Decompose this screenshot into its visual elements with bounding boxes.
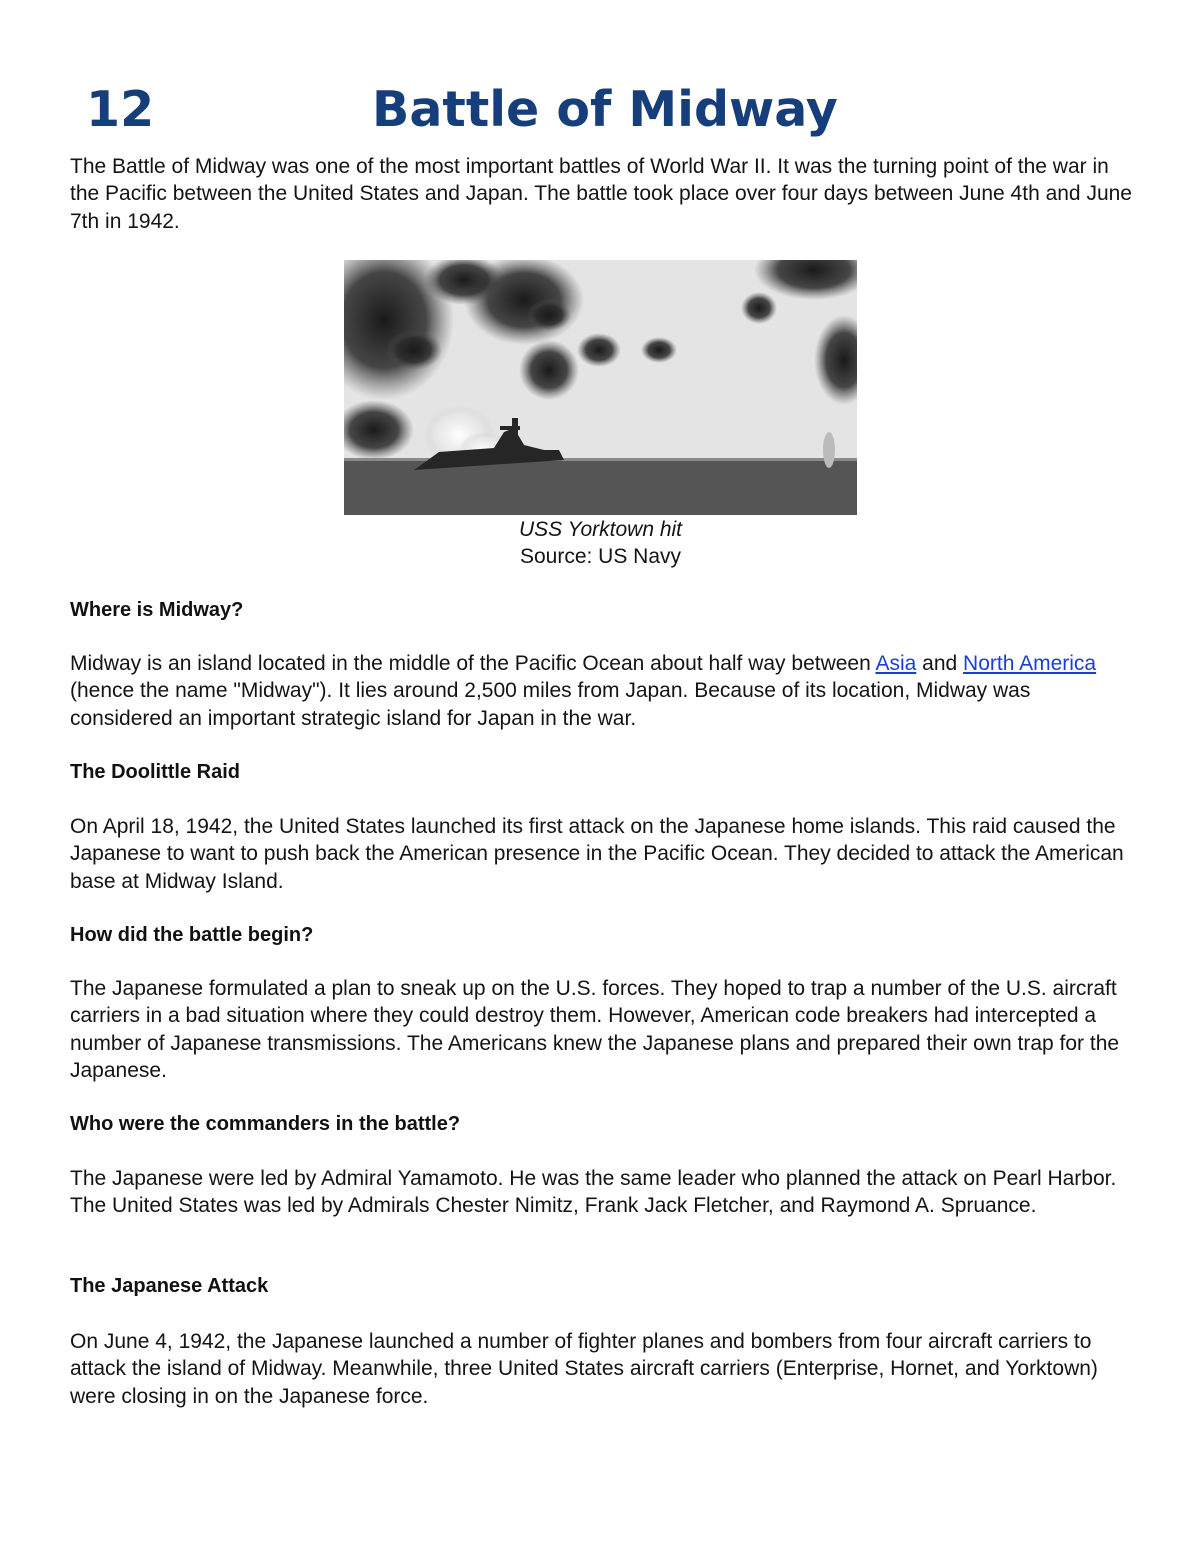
doolittle-paragraph: On April 18, 1942, the United States launched its first attack on the Japanese home islands. This raid caused the Japanese to want to push back the American presence in the Pacific Ocean. They decided to attack the American base at Midway Island. xyxy=(70,815,1124,893)
where-text-b: and xyxy=(916,652,964,675)
yorktown-photo xyxy=(344,260,857,515)
where-text-c: (hence the name "Midway"). It lies around 2,500 miles from Japan. Because of its location, Midway was considered an important strategic island for Japan in the war. xyxy=(70,679,1031,730)
heading-japanese-attack: The Japanese Attack xyxy=(70,1275,269,1297)
asia-link[interactable]: Asia xyxy=(875,652,917,675)
heading-commanders: Who were the commanders in the battle? xyxy=(70,1113,461,1135)
where-text-a: Midway is an island located in the middle of the Pacific Ocean about half way between xyxy=(70,652,876,675)
figure-caption: USS Yorktown hit xyxy=(518,518,683,541)
begin-paragraph: The Japanese formulated a plan to sneak up on the U.S. forces. They hoped to trap a number of the U.S. aircraft carriers in a bad situation where they could destroy them. However, American code breakers had intercepted a number of Japanese transmissions. The Americans knew the Japanese plans and prepared their own trap for the Japanese. xyxy=(70,977,1120,1082)
chapter-number: 12 xyxy=(86,81,155,138)
where-paragraph xyxy=(70,650,1135,732)
intro-paragraph: The Battle of Midway was one of the most important battles of World War II. It was the turning point of the war in the Pacific between the United States and Japan. The battle took place over four days between June 4th and June 7th in 1942. xyxy=(70,155,1132,233)
north-america-link[interactable]: North America xyxy=(963,652,1097,675)
heading-battle-begin: How did the battle begin? xyxy=(70,924,314,946)
heading-where-is-midway: Where is Midway? xyxy=(70,599,244,621)
attack-paragraph: On June 4, 1942, the Japanese launched a number of fighter planes and bombers from four aircraft carriers to attack the island of Midway. Meanwhile, three United States aircraft carriers (Enterprise, Hornet, and Yorktown) were closing in on the Japanese force. xyxy=(70,1330,1098,1408)
photo-illustration xyxy=(344,260,857,515)
title-text: Battle of Midway xyxy=(372,81,838,138)
page-title xyxy=(86,78,1086,142)
heading-doolittle-raid: The Doolittle Raid xyxy=(70,761,240,783)
commanders-paragraph: The Japanese were led by Admiral Yamamoto. He was the same leader who planned the attack on Pearl Harbor. The United States was led by Admirals Chester Nimitz, Frank Jack Fletcher, and Raymond A. Spruance. xyxy=(70,1167,1117,1218)
figure-source: Source: US Navy xyxy=(519,545,682,568)
